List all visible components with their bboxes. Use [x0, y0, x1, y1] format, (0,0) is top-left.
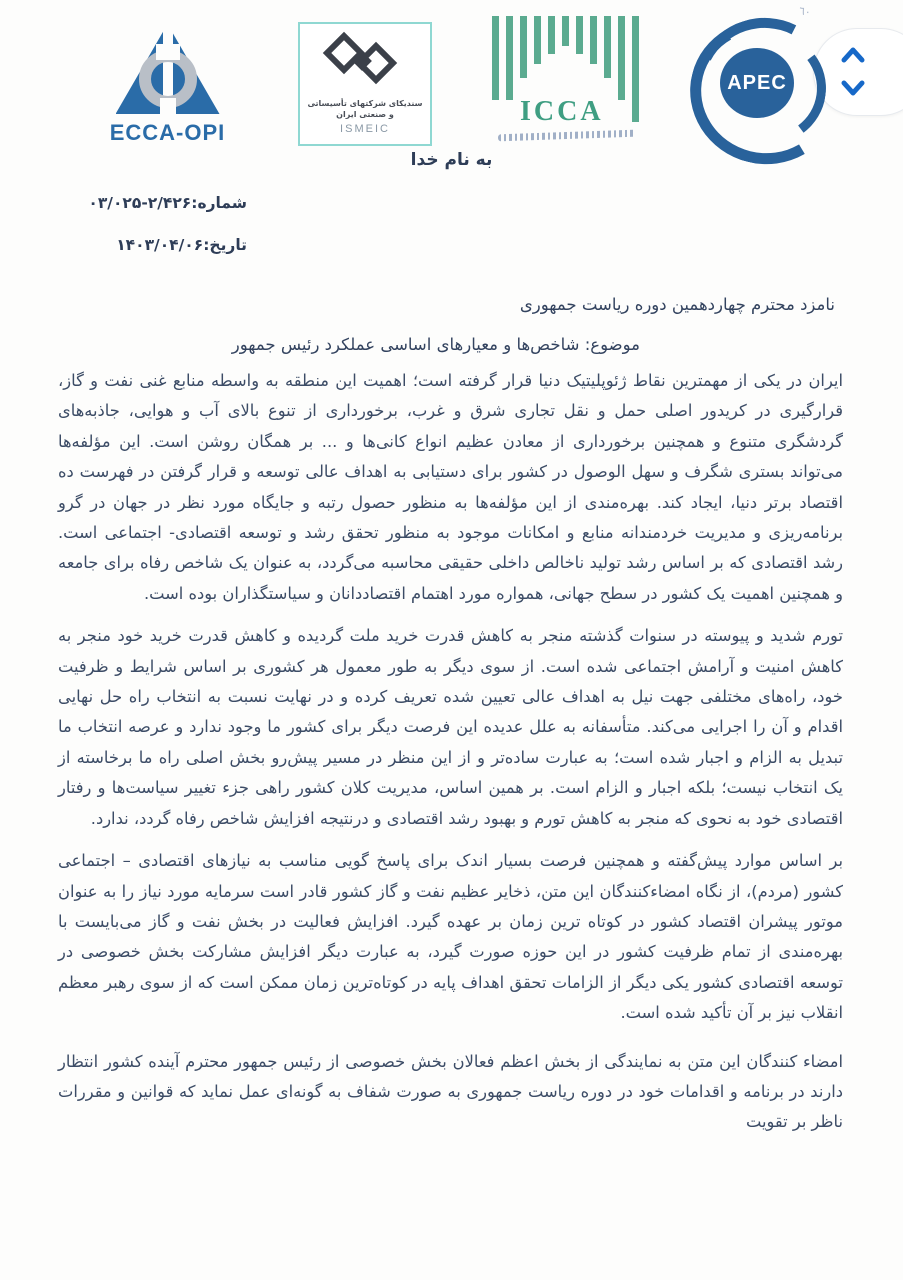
- apec-acronym: APEC: [720, 48, 794, 118]
- paragraph-4: امضاء کنندگان این متن به نمایندگی از بخش اعظم فعالان بخش خصوصی از رئیس جمهور محترم آینده کشور انتظار دارند در برنامه و اقدامات خود در دوره ریاست جمهوری به صورت شفاف به گونه‌ای عمل نماید که قوانین و مقررات ناظر بر تقویت: [58, 1051, 843, 1132]
- paragraph-2: تورم شدید و پیوسته در سنوات گذشته منجر به کاهش قدرت خرید ملت گردیده و کاهش قدرت خرید خود منجر به کاهش امنیت و آرامش اجتماعی شده است. از سوی دیگر به طور معمول هر کشوری بر اساس شرایط و ظرفیت خود، راه‌های مختلفی جهت نیل به اهداف عالی تعیین شده تعریف کرده و در نهایت نسبت به انتخاب راه حل نهایی اقدام و آن را اجرایی می‌کند. متأسفانه به علل عدیده این فرصت دیگر برای کشور ما وجود ندارد و عرصه انتخاب ما تبدیل به الزام و اجبار شده است؛ به عبارت ساده‌تر و از این منظر در مسیر پیش‌رو بخش اصلی راه ما برخاسته از یک انتخاب نیست؛ بلکه اجبار و الزام است. بر همین اساس، مدیریت کلان کشور راهی جزء تغییر سیاست‌ها و رفتار اقتصادی خود به نحوی که منجر به کاهش تورم و بهبود رشد اقتصادی و درنتیجه افزایش شاخص رفاه گردد، ندارد.: [58, 626, 843, 828]
- apec-logo: [682, 20, 832, 146]
- ismeic-acronym: ISMEIC: [340, 123, 390, 135]
- icca-acronym: ICCA: [520, 96, 604, 127]
- ismeic-diamonds-icon: [317, 34, 413, 92]
- letter-body: [58, 366, 843, 1150]
- ecca-opi-logo: [95, 24, 240, 146]
- letter-number-line: [88, 194, 247, 212]
- ismeic-name-line1: سندیکای شرکتهای تأسیساتی: [307, 99, 423, 108]
- ecca-opi-triangle-icon: [116, 24, 220, 114]
- chevron-up-icon[interactable]: [836, 41, 870, 71]
- icca-caption-scribble: [498, 130, 636, 142]
- paragraph-3: بر اساس موارد پیش‌گفته و همچنین فرصت بسیار اندک برای پاسخ گویی مناسب به نیازهای اقتصادی – اجتماعی کشور (مردم)، از نگاه امضاءکنندگان این متن، ذخایر عظیم نفت و گاز کشور قادر است سرمایه مورد نیاز را به عنوان موتور پیشران اقتصاد کشور در کوتاه ترین زمان بر عهده گیرد. افزایش فعالیت در بخش نفت و گاز می‌بایست با بهره‌مندی از تمام ظرفیت کشور در این حوزه صورت گیرد، به عبارت دیگر افزایش مشارکت بخش خصوصی در توسعه اقتصادی کشور یکی دیگر از الزامات تحقق اهداف پایه در کوتاه‌ترین زمان ممکن است که از سوی رهبر معظم انقلاب نیز بر آن تأکید شده است.: [58, 851, 843, 1023]
- letter-date-value: ۱۴۰۳/۰۴/۰۶: [116, 236, 204, 254]
- letter-date-label: تاریخ:: [203, 236, 247, 254]
- icca-logo: [492, 16, 662, 148]
- letter-number-value: ۰۳/۰۲۵-۲/۴۲۶: [88, 194, 192, 212]
- ismeic-name-line2: و صنعتی ایران: [336, 110, 394, 119]
- letter-meta: [88, 194, 247, 278]
- addressee-line: نامزد محترم چهاردهمین دوره ریاست جمهوری: [519, 295, 835, 314]
- paragraph-1: ایران در یکی از مهمترین نقاط ژئوپلیتیک دنیا قرار گرفته است؛ اهمیت این منطقه به واسطه منابع غنی نفت و گاز، قرارگیری در کریدور اصلی حمل و نقل تجاری شرق و غرب، برخورداری از تنوع بالای آب و هوایی، جاذبه‌های گردشگری متنوع و همچنین برخورداری از معادن عظیم انواع کانی‌ها و ... بر همگان روشن است. این مؤلفه‌ها می‌تواند بستری شگرف و سهل الوصول در کشور برای دستیابی به اهداف عالی توسعه و قرار گرفتن در فهرست ده اقتصاد برتر دنیا، ایجاد کند. بهره‌مندی از این مؤلفه‌ها به منظور حصول رتبه و جایگاه مورد نظر در جهان در گرو برنامه‌ریزی و مدیریت خردمندانه منابع و امکانات موجود به منظور تحقق رشد و توسعه اقتصادی- اجتماعی است. رشد اقتصادی که بر اساس رشد تولید ناخالص داخلی حقیقی محاسبه می‌گردد، به عنوان یک شاخص رفاه برای جامعه و همچنین اهمیت یک کشور در سطح جهانی، همواره مورد اهتمام اقتصاددانان و سیاستگذاران بوده است.: [58, 371, 843, 603]
- handwritten-corner-mark: ٦٠: [798, 4, 812, 19]
- letter-date-line: [88, 236, 247, 254]
- bismillah-heading: به نام خدا: [410, 150, 493, 170]
- chevron-down-icon[interactable]: [836, 73, 870, 103]
- ecca-opi-label: ECCA-OPI: [109, 120, 226, 145]
- subject-line: موضوع: شاخص‌ها و معیارهای اساسی عملکرد رئیس جمهور: [231, 335, 640, 354]
- letter-number-label: شماره:: [191, 194, 247, 212]
- ismeic-logo: [298, 22, 432, 146]
